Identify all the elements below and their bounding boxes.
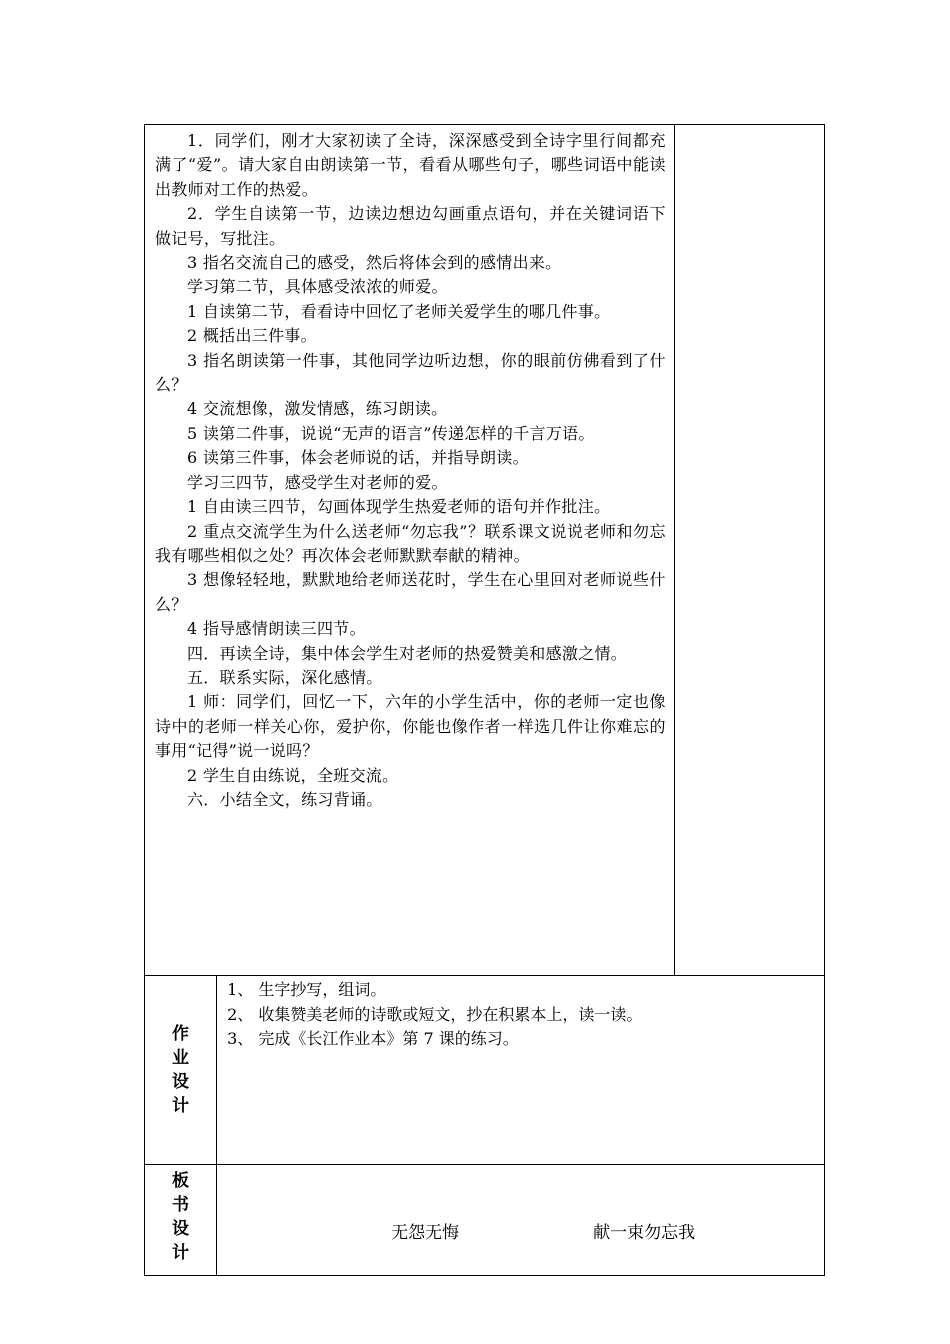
lesson-plan-table — [144, 124, 825, 1276]
homework-content-cell — [217, 976, 825, 1165]
board-content-cell — [217, 1165, 825, 1276]
process-paragraph: 学习三四节，感受学生对老师的爱。 — [187, 472, 448, 492]
board-label-cell — [145, 1165, 217, 1276]
process-paragraph: 2 概括出三件事。 — [187, 326, 317, 346]
homework-item: 2、 收集赞美老师的诗歌或短文，抄在积累本上，读一读。 — [227, 1004, 643, 1024]
process-paragraph: 3 指名交流自己的感受，然后将体会到的感情出来。 — [187, 253, 562, 273]
board-design-row — [145, 1165, 825, 1276]
process-paragraph: 4 指导感情朗读三四节。 — [187, 619, 366, 639]
process-paragraph: 6 读第三件事，体会老师说的话，并指导朗读。 — [187, 448, 529, 468]
board-text-left: 无怨无悔 — [391, 1223, 460, 1243]
process-paragraph: 1 师：同学们，回忆一下，六年的小学生活中，你的老师一定也像诗中的老师一样关心你，爱护你，你能也像作者一样选几件让你难忘的事用“记得”说一说吗？ — [155, 692, 666, 761]
process-paragraph: 1．同学们，刚才大家初读了全诗，深深感受到全诗字里行间都充满了“爱”。请大家自由朗读第一节，看看从哪些句子，哪些词语中能读出教师对工作的热爱。 — [155, 131, 666, 199]
process-paragraph: 学习第二节，具体感受浓浓的师爱。 — [187, 277, 448, 297]
homework-label-cell — [145, 976, 217, 1165]
process-paragraph: 五．联系实际，深化感情。 — [187, 667, 383, 687]
homework-item: 1、 生字抄写，组词。 — [227, 980, 387, 999]
homework-label: 作业设计 — [172, 1024, 190, 1116]
process-paragraph: 4 交流想像，激发情感，练习朗读。 — [187, 399, 448, 419]
process-paragraph: 2．学生自读第一节，边读边想边勾画重点语句，并在关键词语下做记号，写批注。 — [155, 204, 666, 248]
board-label: 板书设计 — [172, 1171, 190, 1263]
notes-cell — [674, 125, 824, 976]
homework-item: 3、 完成《长江作业本》第 7 课的练习。 — [227, 1029, 519, 1048]
teaching-process-row — [145, 125, 825, 976]
process-paragraph: 3 指名朗读第一件事，其他同学边听边想，你的眼前仿佛看到了什么？ — [155, 350, 666, 395]
process-paragraph: 5 读第二件事，说说“无声的语言”传递怎样的千言万语。 — [187, 423, 595, 443]
process-paragraph: 1 自读第二节，看看诗中回忆了老师关爱学生的哪几件事。 — [187, 301, 611, 321]
teaching-process-cell — [145, 125, 675, 976]
process-paragraph: 3 想像轻轻地，默默地给老师送花时，学生在心里回对老师说些什么？ — [155, 570, 666, 614]
homework-row — [145, 976, 825, 1165]
process-paragraph: 六．小结全文，练习背诵。 — [187, 789, 383, 809]
process-paragraph: 1 自由读三四节，勾画体现学生热爱老师的语句并作批注。 — [187, 497, 611, 517]
board-text-right: 献一束勿忘我 — [593, 1223, 696, 1243]
process-paragraph: 2 重点交流学生为什么送老师“勿忘我”？联系课文说说老师和勿忘我有哪些相似之处？再次体会老师默默奉献的精神。 — [155, 521, 666, 565]
process-paragraph: 2 学生自由练说，全班交流。 — [187, 765, 399, 785]
process-paragraph: 四．再读全诗，集中体会学生对老师的热爱赞美和感激之情。 — [187, 643, 628, 663]
